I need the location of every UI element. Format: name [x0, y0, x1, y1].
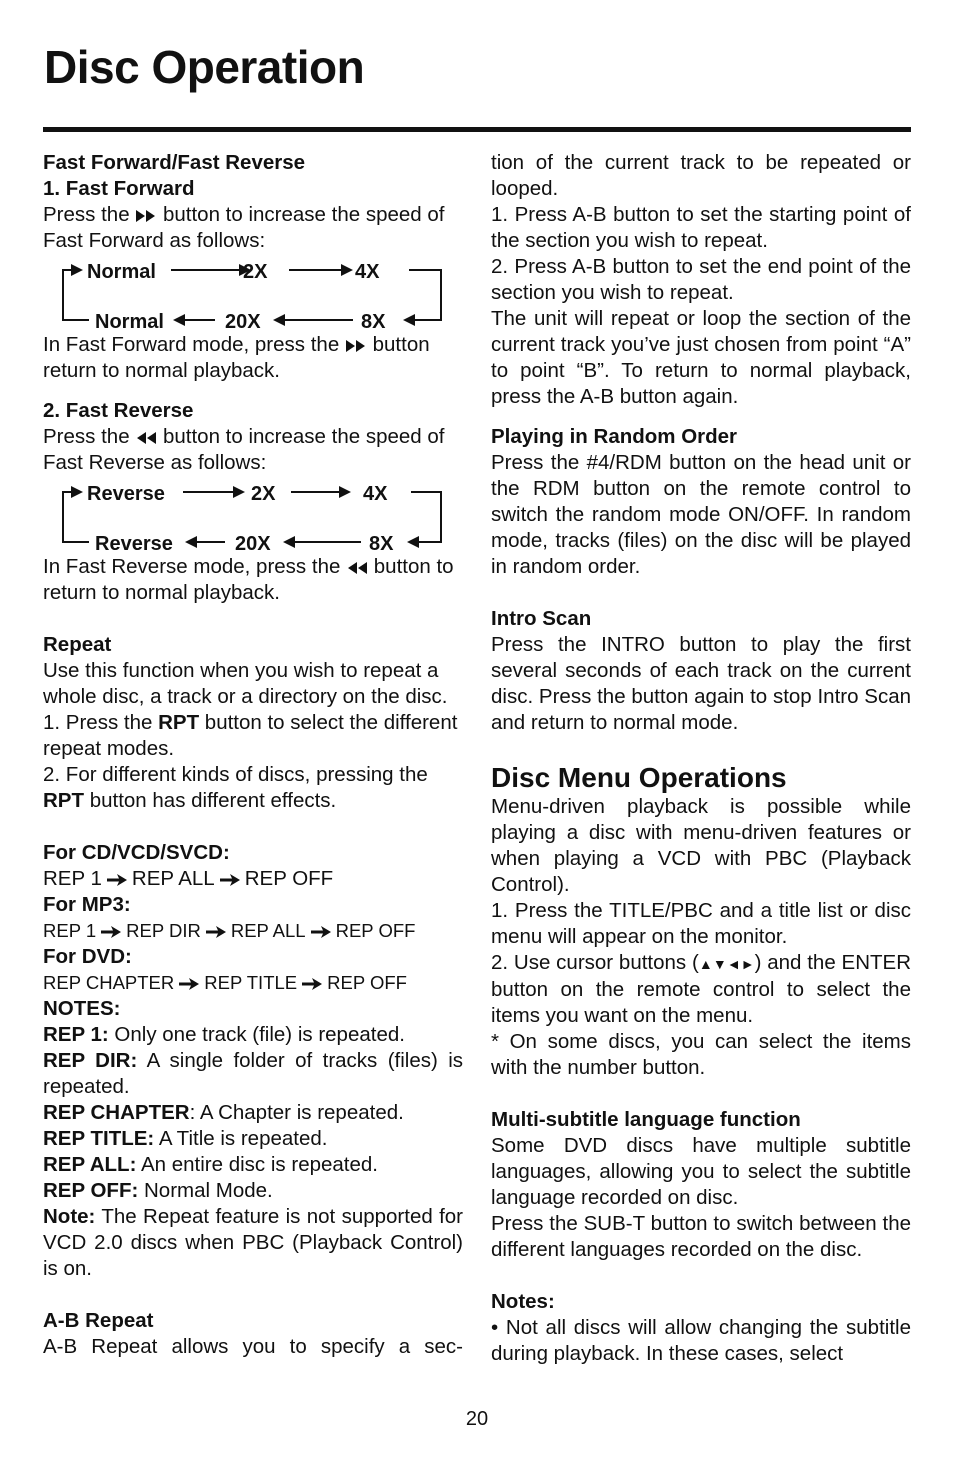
ff-bottom-2: 8X: [361, 311, 386, 332]
fr-bottom-0: Reverse: [95, 533, 173, 554]
notes-right-p1: • Not all discs will allow changing the subtitle during playback. In these cases, select: [491, 1316, 911, 1365]
cd-modes: REP 1 REP ALL REP OFF: [43, 867, 334, 890]
right-arrow-icon: [301, 977, 323, 991]
menu-p3: 2. Use cursor buttons (▲▼◄►) and the ENTER button on the remote control to select the items you want on the menu.: [491, 951, 911, 1027]
title-rule: [43, 127, 911, 132]
ff-top-0: Normal: [87, 261, 156, 283]
random-p: Press the #4/RDM button on the head unit or the RDM button on the remote control to switch the random mode ON/OFF. In random mode, tracks (files) on the disc will be played in random order.: [491, 451, 911, 578]
note-repall: REP ALL: An entire disc is repeated.: [43, 1153, 378, 1176]
ff-fr-heading: Fast Forward/Fast Reverse: [43, 151, 306, 174]
fast-reverse-diagram: [43, 476, 463, 554]
intro-heading: Intro Scan: [491, 607, 592, 630]
right-column: [491, 150, 911, 1367]
intro-p: Press the INTRO button to play the first several seconds of each track on the current disc. Press the button again to stop Intro Scan and return to normal mode.: [491, 633, 911, 734]
fast-forward-subheading: 1. Fast Forward: [43, 177, 195, 200]
fast-reverse-icon: [346, 561, 368, 575]
note-repdir: REP DIR: A single folder of tracks (files) is repeated.: [43, 1049, 463, 1098]
repeat-heading: Repeat: [43, 633, 112, 656]
ff-note: In Fast Forward mode, press the button return to normal playback.: [43, 333, 430, 382]
mp3-modes: REP 1 REP DIR REP ALL REP OFF: [43, 920, 416, 941]
ff-diagram-arrows: [43, 254, 463, 332]
note-repoff: REP OFF: Normal Mode.: [43, 1179, 273, 1202]
note-vcd: Note: The Repeat feature is not supported for VCD 2.0 discs when PBC (Playback Control) is on.: [43, 1205, 463, 1280]
fr-top-0: Reverse: [87, 483, 165, 505]
fast-reverse-subheading: 2. Fast Reverse: [43, 399, 194, 422]
disc-menu-heading: Disc Menu Operations: [491, 762, 787, 793]
notes-heading-right: Notes:: [491, 1290, 555, 1313]
note-repchapter: REP CHAPTER: A Chapter is repeated.: [43, 1101, 404, 1124]
fr-note: In Fast Reverse mode, press the button to return to normal playback.: [43, 555, 454, 604]
ff-intro: Press the button to increase the speed of Fast Forward as follows:: [43, 203, 445, 252]
dvd-modes: REP CHAPTER REP TITLE REP OFF: [43, 972, 407, 993]
note-reptitle: REP TITLE: A Title is repeated.: [43, 1127, 328, 1150]
subtitle-p2: Press the SUB-T button to switch between the different languages recorded on the disc.: [491, 1212, 911, 1261]
right-arrow-icon: [219, 873, 241, 887]
repeat-p3: 2. For different kinds of discs, pressing the RPT button has different effects.: [43, 763, 428, 812]
ab-repeat-p1: A-B Repeat allows you to specify a sec-: [43, 1335, 463, 1358]
left-column: [43, 150, 463, 1360]
ff-top-1: 2X: [243, 261, 268, 283]
mp3-heading: For MP3:: [43, 893, 131, 916]
subtitle-p1: Some DVD discs have multiple subtitle languages, allowing you to select the subtitle language recorded on disc.: [491, 1134, 911, 1209]
ff-bottom-1: 20X: [225, 311, 261, 332]
menu-p4: * On some discs, you can select the items with the number button.: [491, 1030, 911, 1079]
menu-p2: 1. Press the TITLE/PBC and a title list or disc menu will appear on the monitor.: [491, 899, 911, 948]
right-arrow-icon: [178, 977, 200, 991]
ab-p2: The unit will repeat or loop the section of the current track you’ve just chosen from point “A” to point “B”. To return to normal playback, press the A-B button again.: [491, 307, 911, 408]
random-heading: Playing in Random Order: [491, 425, 738, 448]
fast-forward-icon: [345, 339, 367, 353]
note-rep1: REP 1: Only one track (file) is repeated.: [43, 1023, 405, 1046]
notes-heading: NOTES:: [43, 997, 121, 1020]
fast-forward-icon: [135, 209, 157, 223]
fr-diagram-arrows: [43, 476, 463, 554]
ab-repeat-heading: A-B Repeat: [43, 1309, 154, 1332]
right-arrow-icon: [205, 925, 227, 939]
page-title: Disc Operation: [44, 41, 365, 93]
subtitle-heading: Multi-subtitle language function: [491, 1108, 801, 1131]
ab-continued: tion of the current track to be repeated or looped.: [491, 151, 911, 200]
right-arrow-icon: [100, 925, 122, 939]
fr-bottom-1: 20X: [235, 533, 271, 554]
fr-bottom-2: 8X: [369, 533, 394, 554]
fast-reverse-icon: [135, 431, 157, 445]
ab-step1: 1. Press A-B button to set the starting point of the section you wish to repeat.: [491, 203, 911, 252]
ff-top-2: 4X: [355, 261, 380, 283]
cursor-arrows-icon: ▲▼◄►: [698, 956, 755, 972]
menu-p1: Menu-driven playback is possible while playing a disc with menu-driven features or when playing a VCD with PBC (Playback Control).: [491, 795, 911, 896]
fast-forward-diagram: [43, 254, 463, 332]
repeat-p1: Use this function when you wish to repeat a whole disc, a track or a directory on the disc.: [43, 659, 448, 708]
fr-intro: Press the button to increase the speed of Fast Reverse as follows:: [43, 425, 445, 474]
cd-heading: For CD/VCD/SVCD:: [43, 841, 230, 864]
fr-top-1: 2X: [251, 483, 276, 505]
dvd-heading: For DVD:: [43, 945, 132, 968]
ff-bottom-0: Normal: [95, 311, 164, 332]
repeat-p2: 1. Press the RPT button to select the different repeat modes.: [43, 711, 458, 760]
fr-top-2: 4X: [363, 483, 388, 505]
right-arrow-icon: [310, 925, 332, 939]
right-arrow-icon: [106, 873, 128, 887]
ab-step2: 2. Press A-B button to set the end point of the section you wish to repeat.: [491, 255, 911, 304]
page-number: 20: [465, 1408, 489, 1430]
